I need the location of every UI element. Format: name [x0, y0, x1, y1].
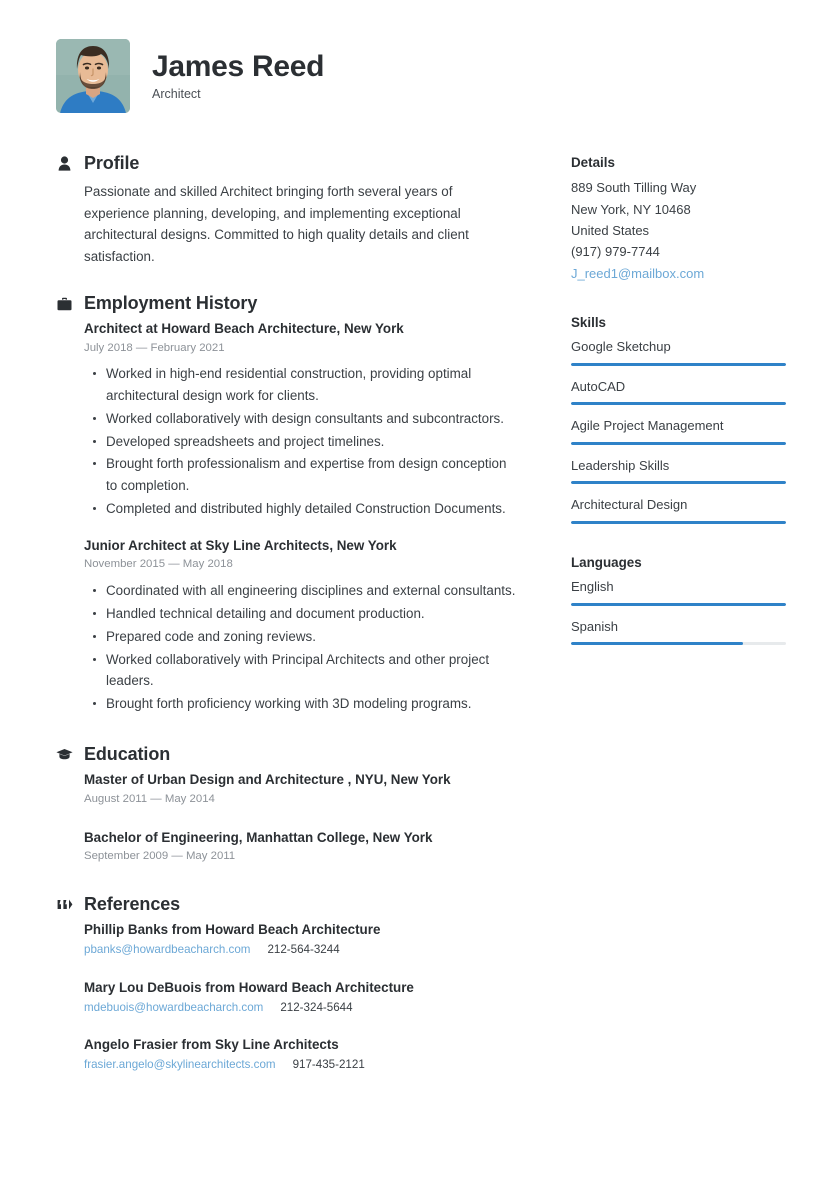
- language-label: English: [571, 579, 614, 595]
- language-level-fill: [571, 603, 786, 606]
- language-item: [571, 577, 786, 606]
- skill-level-fill: [571, 481, 786, 484]
- reference-entry: [84, 979, 518, 1016]
- skill-level-fill: [571, 442, 786, 445]
- sidebar-column: [571, 154, 786, 671]
- bullet-item: Worked in high-end residential construction, providing optimal architectural design work for clients.: [106, 363, 518, 406]
- skill-label: Leadership Skills: [571, 457, 670, 473]
- bullet-item: Worked collaboratively with Principal Architects and other project leaders.: [106, 649, 518, 692]
- sidebar-block-details: [571, 154, 786, 284]
- employment-entry: [84, 537, 518, 714]
- skill-level-track: [571, 521, 786, 524]
- detail-phone: (917) 979-7744: [571, 244, 660, 260]
- skill-level-track: [571, 481, 786, 484]
- skill-label: Architectural Design: [571, 497, 688, 513]
- section-title-employment: Employment History: [84, 292, 258, 313]
- reference-name: Phillip Banks from Howard Beach Architecture: [84, 922, 381, 938]
- section-title-profile: Profile: [84, 153, 140, 173]
- skill-label: Google Sketchup: [571, 339, 671, 355]
- sidebar-title-skills: Skills: [571, 314, 606, 330]
- education-entry: [84, 829, 518, 865]
- skill-level-fill: [571, 402, 786, 405]
- section-employment: [56, 294, 518, 715]
- skill-item: [571, 377, 786, 406]
- employment-bullets: [84, 580, 518, 714]
- section-header-employment: [56, 294, 518, 314]
- reference-entry: [84, 921, 518, 958]
- employment-body: [56, 320, 518, 714]
- bullet-item: Handled technical detailing and document production.: [106, 603, 518, 625]
- skill-item: [571, 416, 786, 445]
- reference-name: Mary Lou DeBuois from Howard Beach Architecture: [84, 979, 414, 995]
- reference-phone: 212-564-3244: [267, 943, 340, 957]
- reference-email-link[interactable]: frasier.angelo@skylinearchitects.com: [84, 1058, 276, 1072]
- skill-label: Agile Project Management: [571, 418, 724, 434]
- section-header-education: [56, 745, 518, 765]
- sidebar-block-skills: [571, 314, 786, 524]
- education-entry-date: August 2011 — May 2014: [84, 792, 215, 805]
- language-level-track: [571, 642, 786, 645]
- employment-entry-title: Architect at Howard Beach Architecture, New York: [84, 321, 404, 337]
- graduation-cap-icon: [56, 746, 73, 764]
- header-text: [152, 50, 324, 103]
- briefcase-icon: [56, 295, 73, 313]
- reference-contact: [84, 942, 518, 958]
- reference-contact: [84, 1057, 518, 1073]
- skill-level-track: [571, 442, 786, 445]
- bullet-item: Prepared code and zoning reviews.: [106, 626, 518, 648]
- portrait-photo-icon: [56, 39, 130, 113]
- skill-level-track: [571, 402, 786, 405]
- skill-item: [571, 456, 786, 485]
- profile-body: [56, 181, 518, 268]
- language-label: Spanish: [571, 618, 618, 634]
- section-header-references: [56, 895, 518, 915]
- profile-text: Passionate and skilled Architect bringing forth several years of experience planning, developing, and implementing exceptional architectural designs. Committed to high quality details and client satisfaction.: [84, 183, 469, 264]
- reference-name: Angelo Frasier from Sky Line Architects: [84, 1037, 339, 1053]
- employment-entry-date: November 2015 — May 2018: [84, 558, 233, 571]
- bullet-item: Coordinated with all engineering disciplines and external consultants.: [106, 580, 518, 602]
- skill-item: [571, 495, 786, 524]
- sidebar-title-languages: Languages: [571, 554, 642, 570]
- references-body: [56, 921, 518, 1073]
- employment-entry-date: July 2018 — February 2021: [84, 341, 225, 354]
- skill-level-fill: [571, 363, 786, 366]
- bullet-item: Brought forth professionalism and expertise from design conception to completion.: [106, 453, 518, 496]
- bullet-item: Developed spreadsheets and project timelines.: [106, 431, 518, 453]
- main-column: [56, 154, 536, 1099]
- page-title: James Reed: [152, 49, 325, 83]
- resume-header: [56, 38, 788, 114]
- skill-label: AutoCAD: [571, 378, 626, 394]
- employment-entry: [84, 320, 518, 519]
- reference-phone: 212-324-5644: [280, 1000, 353, 1014]
- reference-phone: 917-435-2121: [292, 1058, 365, 1072]
- job-title: Architect: [152, 87, 201, 102]
- sidebar-block-languages: [571, 554, 786, 645]
- reference-entry: [84, 1036, 518, 1073]
- sidebar-title-details: Details: [571, 155, 615, 170]
- skill-level-fill: [571, 521, 786, 524]
- education-body: [56, 771, 518, 864]
- bullet-item: Brought forth proficiency working with 3D modeling programs.: [106, 693, 518, 715]
- section-education: [56, 745, 518, 865]
- detail-email-link[interactable]: J_reed1@mailbox.com: [571, 265, 705, 281]
- bullet-item: Worked collaboratively with design consultants and subcontractors.: [106, 408, 518, 430]
- language-level-fill: [571, 642, 743, 645]
- bullet-item: Completed and distributed highly detailed Construction Documents.: [106, 498, 518, 520]
- section-references: [56, 895, 518, 1074]
- reference-email-link[interactable]: mdebuois@howardbeacharch.com: [84, 1000, 264, 1014]
- section-title-references: References: [84, 893, 181, 914]
- avatar: [56, 39, 130, 113]
- language-item: [571, 617, 786, 646]
- skill-item: [571, 337, 786, 366]
- language-level-track: [571, 603, 786, 606]
- content-columns: [56, 154, 788, 1099]
- education-entry-title: Master of Urban Design and Architecture , NYU, New York: [84, 772, 451, 788]
- employment-bullets: [84, 363, 518, 519]
- reference-contact: [84, 1000, 518, 1016]
- person-icon: [56, 155, 73, 173]
- section-title-education: Education: [84, 743, 171, 764]
- detail-country: United States: [571, 223, 650, 239]
- education-entry-title: Bachelor of Engineering, Manhattan College, New York: [84, 829, 433, 845]
- education-entry-date: September 2009 — May 2011: [84, 849, 236, 862]
- detail-address-line1: 889 South Tilling Way: [571, 180, 697, 196]
- section-profile: [56, 154, 518, 268]
- employment-entry-title: Junior Architect at Sky Line Architects, New York: [84, 538, 397, 554]
- reference-email-link[interactable]: pbanks@howardbeacharch.com: [84, 943, 251, 957]
- skill-level-track: [571, 363, 786, 366]
- education-entry: [84, 771, 518, 807]
- quote-icon: [56, 895, 73, 913]
- section-header-profile: [56, 154, 518, 174]
- detail-address-line2: New York, NY 10468: [571, 201, 691, 217]
